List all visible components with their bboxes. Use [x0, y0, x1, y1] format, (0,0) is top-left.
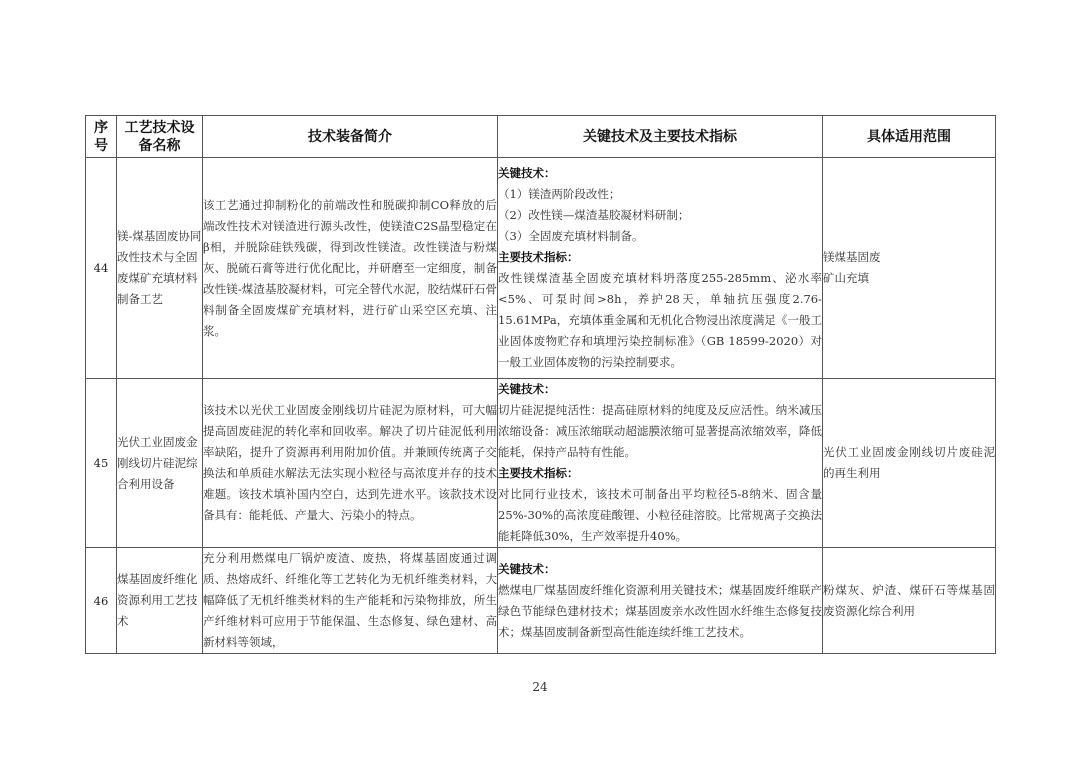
header-seq-bottom: 号: [94, 137, 108, 154]
key-item: （1）镁渣两阶段改性；: [498, 187, 621, 201]
row-intro: 该工艺通过抑制粉化的前端改性和脱碳抑制CO释放的后端改性技术对镁渣进行源头改性，使镁渣C2S晶型稳定在β相，并脱除硅铁残碳，得到改性镁渣。改性镁渣与粉煤灰、脱硫石膏等进行优化配比，并研磨至一定细度，制备改性镁-煤渣基胶凝材料，可完全替代水泥，胶结煤矸石骨料制备全固废煤矿充填材料，进行矿山采空区充填、注浆。: [203, 158, 498, 379]
scope-line: 镁煤基固废: [823, 250, 881, 264]
key-item: （2）改性镁—煤渣基胶凝材料研制；: [498, 208, 690, 222]
key-text: 燃煤电厂煤基固废纤维化资源利用关键技术；煤基固废纤维联产绿色节能绿色建材技术；煤基固废亲水改性固水纤维生态修复技术；煤基固废制备新型高性能连续纤维工艺技术。: [498, 582, 822, 639]
header-name-bottom: 备名称: [138, 137, 181, 154]
row-key: [498, 548, 823, 654]
table-row: [86, 158, 996, 379]
row-name: 镁-煤基固废协同改性技术与全固废煤矿充填材料制备工艺: [117, 158, 203, 379]
row-intro: 充分利用燃煤电厂锅炉废渣、废热，将煤基固废通过调质、热熔成纤、纤维化等工艺转化为无机纤维类材料，大幅降低了无机纤维类材料的生产能耗和污染物排放，所生产纤维材料可应用于节能保温、生态修复、绿色建材、高新材料等领域，: [203, 548, 498, 654]
row-scope: [823, 158, 996, 379]
row-key: [498, 158, 823, 379]
header-row: [86, 116, 996, 158]
row-number: 46: [86, 548, 117, 654]
index-text: 对比同行业技术，该技术可制备出平均粒径5-8纳米、固含量25%-30%的高浓度硅酸锂、小粒径硅溶胶。比常规离子交换法能耗降低30%，生产效率提升40%。: [498, 487, 822, 543]
table-row: [86, 548, 996, 654]
row-number: 45: [86, 379, 117, 548]
index-title: 主要技术指标：: [498, 466, 579, 480]
index-text: 改性镁煤渣基全固废充填材料坍落度255-285mm、泌水率<5%、可泵时间>8h，养护28天，单轴抗压强度2.76-15.61MPa，充填体重金属和无机化合物浸出浓度满足《一般工业固体废物贮存和填埋污染控制标准》（GB 18599-2020）对一般工业固体废物的污染控制要求。: [498, 271, 822, 369]
key-text: 切片硅泥提纯活性：提高硅原材料的纯度及反应活性。纳米减压浓缩设备：减压浓缩联动超滤膜浓缩可显著提高浓缩效率，降低能耗，保持产品特有性能。: [498, 403, 822, 459]
row-intro: 该技术以光伏工业固废金刚线切片硅泥为原材料，可大幅提高固废硅泥的转化率和回收率。解决了切片硅泥低利用率缺陷，提升了资源再利用附加价值。并兼顾传统离子交换法和单质硅水解法无法实现小粒径与高浓度并存的技术难题。该技术填补国内空白，达到先进水平。该款技术设备具有：能耗低、产量大、污染小的特点。: [203, 379, 498, 548]
row-key: [498, 379, 823, 548]
header-intro: 技术装备简介: [203, 116, 498, 158]
row-scope: 粉煤灰、炉渣、煤矸石等煤基固废资源化综合利用: [823, 548, 996, 654]
header-scope: 具体适用范围: [823, 116, 996, 158]
header-name: [117, 116, 203, 158]
row-name: 光伏工业固废金刚线切片硅泥综合利用设备: [117, 379, 203, 548]
key-item: （3）全固废充填材料制备。: [498, 229, 644, 243]
row-name: 煤基固废纤维化资源利用工艺技术: [117, 548, 203, 654]
technology-table: [85, 115, 996, 654]
row-scope: 光伏工业固废金刚线切片废硅泥的再生利用: [823, 379, 996, 548]
index-title: 主要技术指标：: [498, 250, 579, 264]
header-seq-top: 序: [94, 119, 108, 136]
header-seq: [86, 116, 117, 158]
table-row: [86, 379, 996, 548]
key-title: 关键技术：: [498, 166, 556, 180]
key-title: 关键技术：: [498, 382, 556, 396]
scope-line: 矿山充填: [823, 271, 869, 285]
page-number: 24: [532, 680, 548, 694]
header-name-top: 工艺技术设: [124, 119, 195, 136]
row-number: 44: [86, 158, 117, 379]
header-key: 关键技术及主要技术指标: [498, 116, 823, 158]
key-title: 关键技术：: [498, 561, 556, 576]
